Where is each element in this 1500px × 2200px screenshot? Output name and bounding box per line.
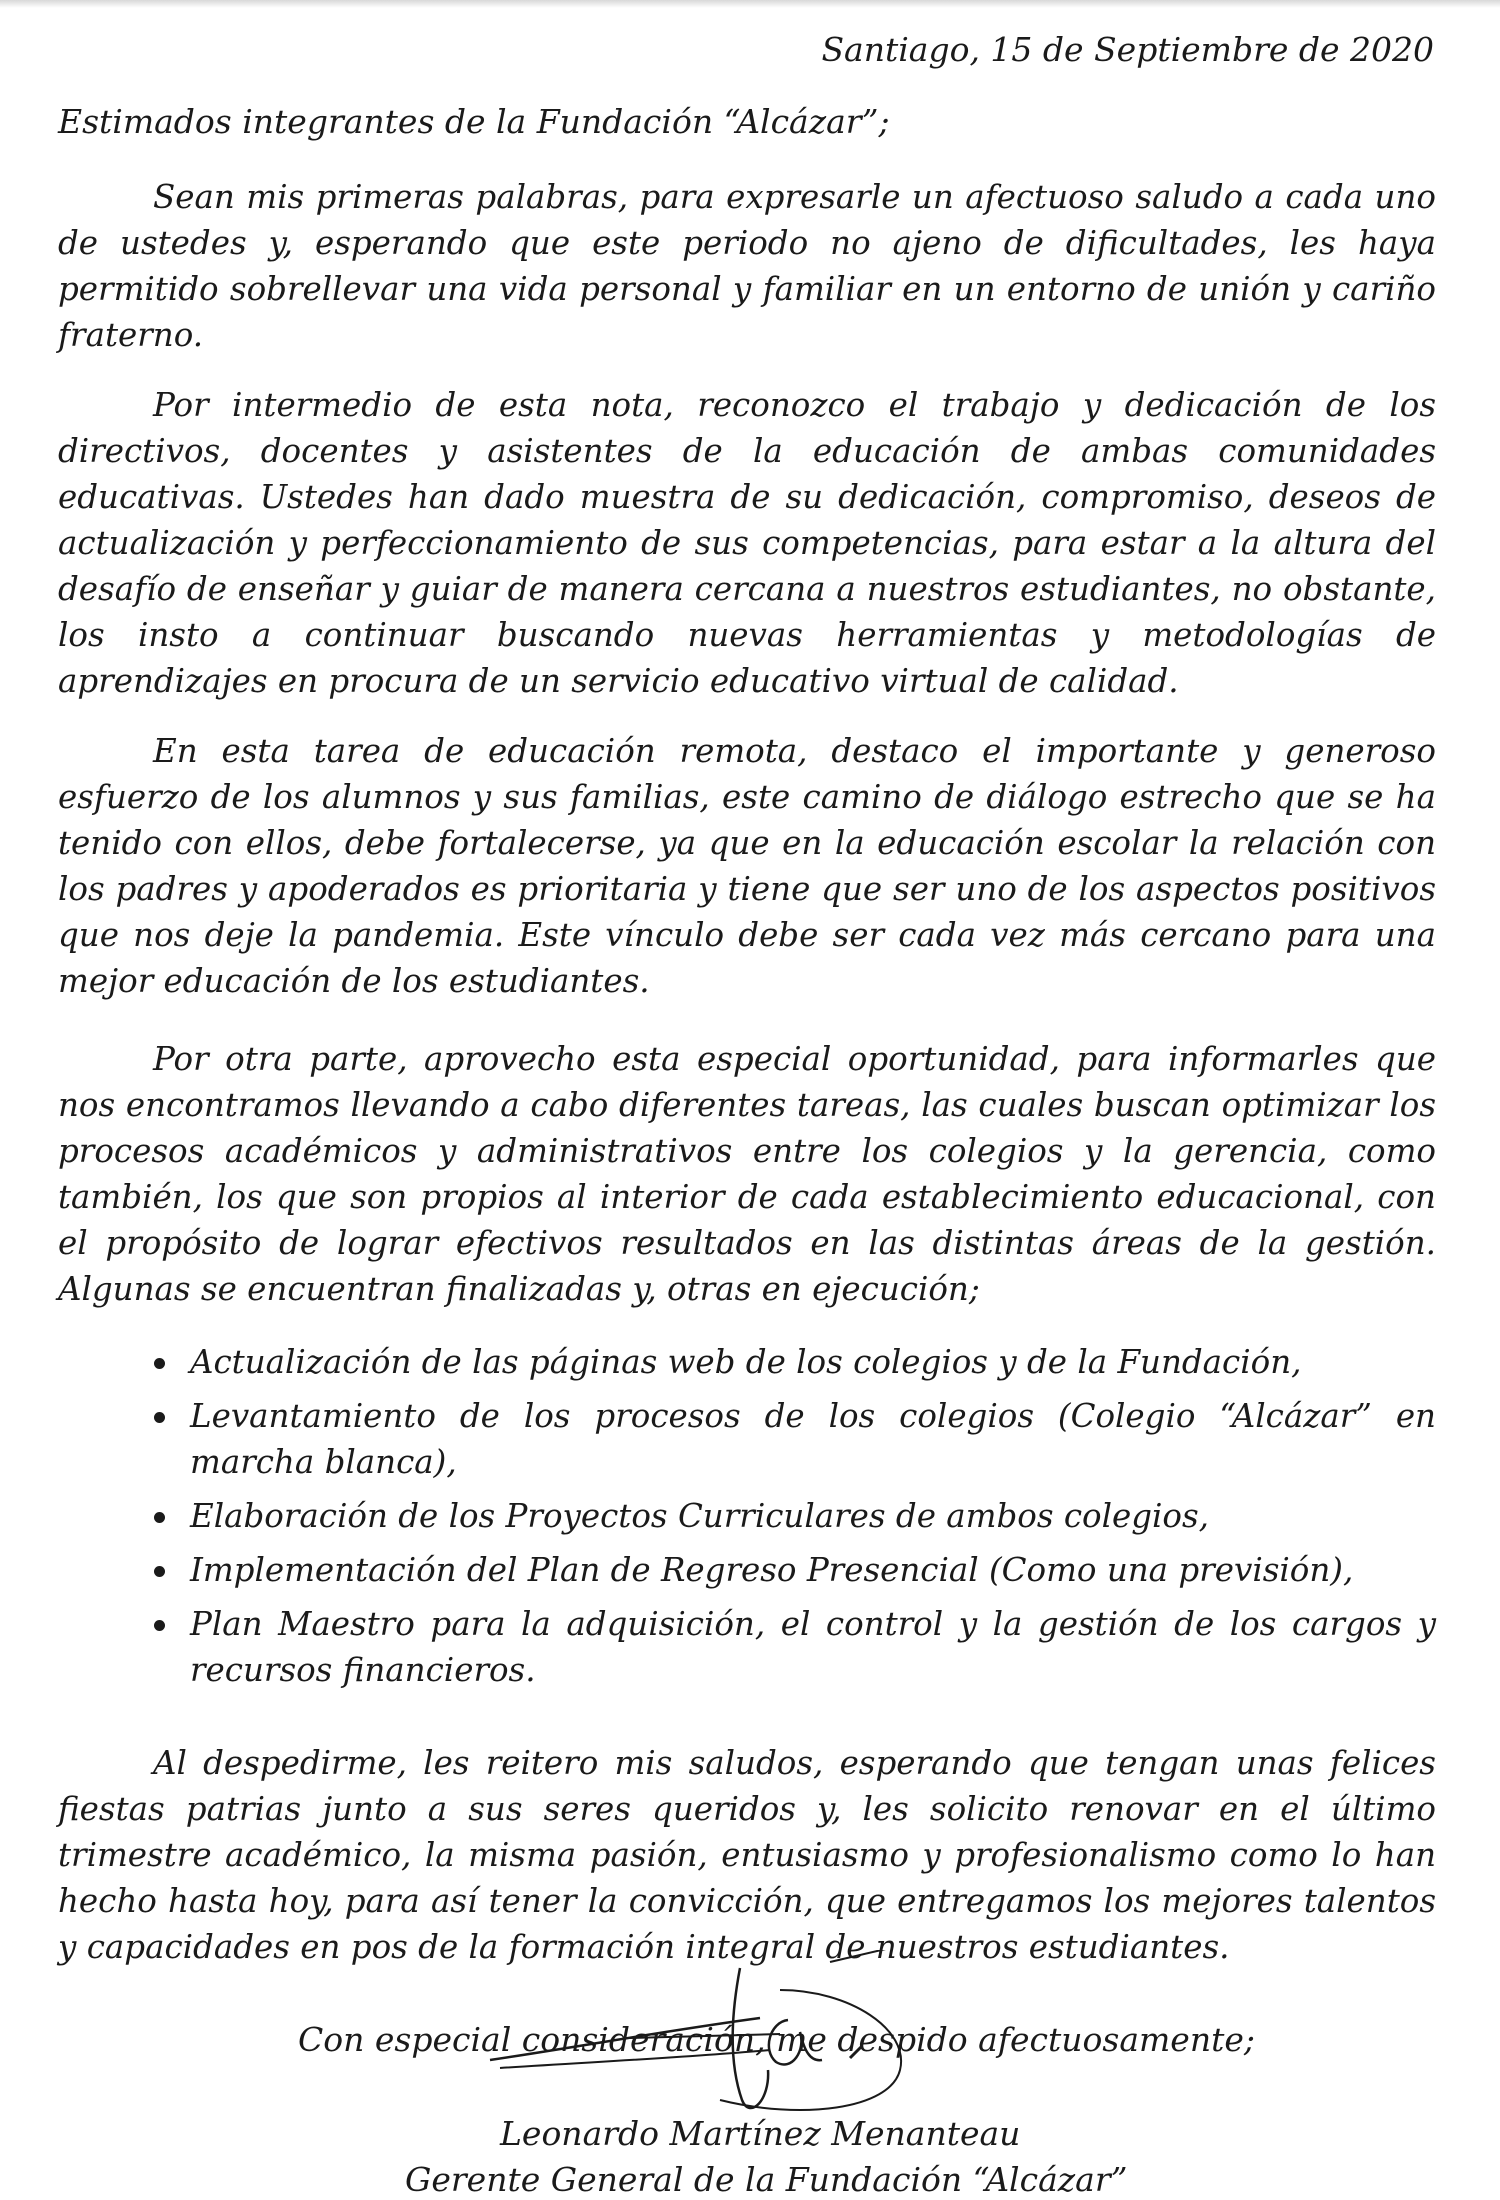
letter-date: Santiago, 15 de Septiembre de 2020 bbox=[821, 30, 1434, 69]
letter-salutation: Estimados integrantes de la Fundación “Alcázar”; bbox=[58, 102, 890, 141]
paragraph-remote-education: En esta tarea de educación remota, destaco el importante y generoso esfuerzo de los alumnos y sus familias, este camino de diálogo estrecho que se ha tenido con ellos, debe fortalecerse, ya que en la educación escolar la relación con los padres y apoderados es prioritaria y tiene que ser uno de los aspectos positivos que nos deje la pandemia. Este vínculo debe ser cada vez más cercano para una mejor educación de los estudiantes. bbox=[58, 732, 1436, 1000]
task-list-item bbox=[150, 1393, 1436, 1485]
paragraph-recognition: Por intermedio de esta nota, reconozco el trabajo y dedicación de los directivos, docentes y asistentes de la educación de ambas comunidades educativas. Ustedes han dado muestra de su dedicación, compromiso, deseos de actualización y perfeccionamiento de sus competencias, para estar a la altura del desafío de enseñar y guiar de manera cercana a nuestros estudiantes, no obstante, los insto a continuar buscando nuevas herramientas y metodologías de aprendizajes en procura de un servicio educativo virtual de calidad. bbox=[58, 386, 1436, 700]
task-list-item bbox=[150, 1601, 1436, 1693]
task-list-item bbox=[150, 1547, 1436, 1593]
signer-title: Gerente General de la Fundación “Alcázar” bbox=[405, 2160, 1128, 2199]
letter-closing: Con especial consideración, me despido afectuosamente; bbox=[298, 2020, 1255, 2059]
handwritten-signature bbox=[470, 1950, 990, 2140]
signer-name: Leonardo Martínez Menanteau bbox=[500, 2114, 1021, 2153]
task-list-item bbox=[150, 1493, 1436, 1539]
scan-top-edge bbox=[0, 0, 1500, 8]
bullet-icon bbox=[154, 1620, 165, 1631]
task-list-item bbox=[150, 1339, 1436, 1385]
task-text: Elaboración de los Proyectos Curriculares de ambos colegios, bbox=[190, 1497, 1210, 1535]
paragraph-farewell: Al despedirme, les reitero mis saludos, esperando que tengan unas felices fiestas patrias junto a sus seres queridos y, les solicito renovar en el último trimestre académico, la misma pasión, entusiasmo y profesionalismo como lo han hecho hasta hoy, para así tener la convicción, que entregamos los mejores talentos y capacidades en pos de la formación integral de nuestros estudiantes. bbox=[58, 1744, 1436, 1966]
task-list bbox=[150, 1339, 1436, 1701]
task-text: Implementación del Plan de Regreso Presencial (Como una previsión), bbox=[190, 1551, 1354, 1589]
bullet-icon bbox=[154, 1358, 165, 1369]
task-text: Levantamiento de los procesos de los colegios (Colegio “Alcázar” en marcha blanca), bbox=[190, 1397, 1436, 1481]
task-text: Actualización de las páginas web de los colegios y de la Fundación, bbox=[190, 1343, 1302, 1381]
task-text: Plan Maestro para la adquisición, el control y la gestión de los cargos y recursos financieros. bbox=[190, 1605, 1436, 1689]
bullet-icon bbox=[154, 1566, 165, 1577]
bullet-icon bbox=[154, 1412, 165, 1423]
paragraph-greeting: Sean mis primeras palabras, para expresarle un afectuoso saludo a cada uno de ustedes y, esperando que este periodo no ajeno de dificultades, les haya permitido sobrellevar una vida personal y familiar en un entorno de unión y cariño fraterno. bbox=[58, 178, 1436, 354]
bullet-icon bbox=[154, 1512, 165, 1523]
paragraph-tasks: Por otra parte, aprovecho esta especial oportunidad, para informarles que nos encontramos llevando a cabo diferentes tareas, las cuales buscan optimizar los procesos académicos y administrativos entre los colegios y la gerencia, como también, los que son propios al interior de cada establecimiento educacional, con el propósito de lograr efectivos resultados en las distintas áreas de la gestión. Algunas se encuentran finalizadas y, otras en ejecución; bbox=[58, 1040, 1436, 1308]
